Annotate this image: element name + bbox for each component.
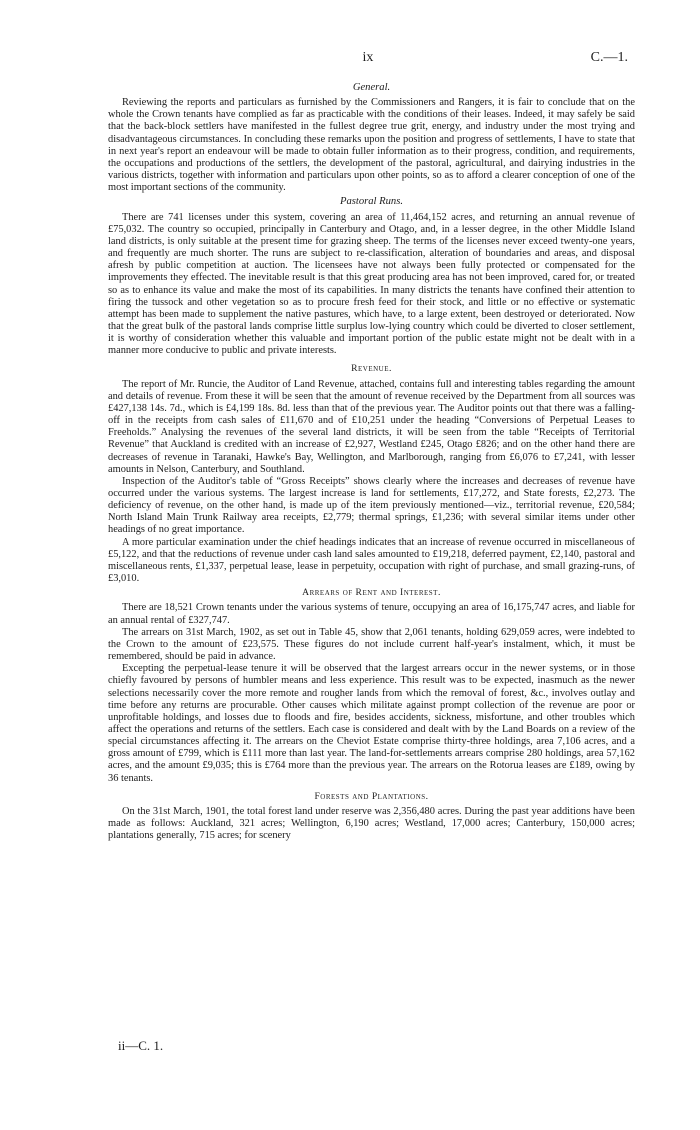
page-footer-signature: ii—C. 1. — [118, 1038, 164, 1053]
document-reference: C.—1. — [590, 50, 628, 65]
paragraph: Reviewing the reports and particulars as furnished by the Commissioners and Rangers, it is fair to conclude that on the whole the Crown tenants have complied as far as practicable with the conditions of their leases. Indeed, it may safely be said that the back-block settlers have manifested in the fullest degree true grit, energy, and industry under the most trying and disadvantageous circumstances. In concluding these remarks upon the position and progress of settlements, I have to state that in next year's report an endeavour will be made to obtain fuller information as to their progress, condition, and requirements, the occupations and productions of the settlers, the development of the pastoral, agricultural, and dairying industries in the various districts, together with information and particulars upon other points, so as to afford a clearer conception of one of the most important sections of the community. — [108, 97, 635, 194]
section-heading-general: General. — [352, 82, 391, 93]
page-number: ix — [362, 50, 374, 65]
page-header — [108, 50, 628, 70]
paragraph: Inspection of the Auditor's table of “Gross Receipts” shows clearly where the increases and decreases of revenue have occurred under the various systems. The largest increase is land for settlements, £17,272, and State forests, £2,273. The deficiency of revenue, on the other hand, is made up of the item previously mentioned—viz., territorial revenue, £20,584; North Island Main Trunk Railway area receipts, £2,779; thermal springs, £1,236; with several similar items under other headings of no great importance. — [108, 475, 635, 536]
paragraph: The arrears on 31st March, 1902, as set out in Table 45, show that 2,061 tenants, holding 629,059 acres, were indebted to the Crown to the amount of £23,575. These figures do not include current half-year's instalment, which, it must be remembered, should be paid in advance. — [108, 626, 635, 663]
paragraph: The report of Mr. Runcie, the Auditor of Land Revenue, attached, contains full and interesting tables regarding the amount and details of revenue. From these it will be seen that the amount of revenue received by the Department from all sources was £427,138 14s. 7d., which is £4,199 18s. 8d. less than that of the previous year. The Auditor points out that there was a falling-off in the receipts from cash sales of £11,670 and of £10,251 under the heading “Conversions of Perpetual Leases to Freeholds.” Analysing the revenues of the several land districts, it will be seen from the table “Receipts of Territorial Revenue” that Auckland is credited with an increase of £2,927, Westland £245, Otago £826; and on the other hand there are decreases of revenue in Taranaki, Hawke's Bay, Wellington, and Marlborough, ranging from £6,076 to £7,241, with lesser amounts in Nelson, Canterbury, and Southland. — [108, 378, 635, 475]
paragraph: On the 31st March, 1901, the total forest land under reserve was 2,356,480 acres. During the past year additions have been made as follows: Auckland, 321 acres; Wellington, 6,190 acres; Westland, 17,000 acres; Canterbury, 150,000 acres; plantations generally, 715 acres; for scenery — [108, 805, 635, 842]
paragraph: There are 18,521 Crown tenants under the various systems of tenure, occupying an area of 16,175,747 acres, and liable for an annual rental of £327,747. — [108, 602, 635, 626]
body-text — [108, 80, 635, 842]
section-heading-revenue: Revenue. — [351, 363, 392, 375]
section-heading-forests: Forests and Plantations. — [314, 790, 429, 802]
paragraph: Excepting the perpetual-lease tenure it will be observed that the largest arrears occur in the newer systems, or in those chiefly favoured by persons of humbler means and less experience. This result was to be expected, inasmuch as the newer selections necessarily cover the more remote and rougher lands from which the removal of forest, &c., involves outlay and time before any returns are procurable. Other causes which militate against prompt collection of the revenue are poor or unprofitable holdings, and losses due to floods and fire, besides accidents, sickness, misfortune, and other troubles which affect the operations and returns of the settlers. Each case is considered and dealt with by the Land Boards on a review of the special circumstances affecting it. The arrears on the Cheviot Estate comprise thirty-three holdings, area 7,106 acres, and a gross amount of £799, which is £111 more than last year. The land-for-settlements arrears comprise 280 holdings, area 57,162 acres, and the amount £9,035; this is £764 more than the previous year. The arrears on the Rotorua leases are £189, owing by 36 tenants. — [108, 663, 635, 784]
section-heading-pastoral-runs: Pastoral Runs. — [340, 196, 403, 208]
paragraph: A more particular examination under the chief headings indicates that an increase of revenue occurred in miscellaneous of £5,122, and that the reductions of revenue under cash land sales amounted to £19,218, deferred payment, £2,140, pastoral and miscellaneous rents, £1,337, perpetual lease, lease in perpetuity, occupation with right of purchase, and small grazing-runs, of £3,010. — [108, 536, 635, 585]
paragraph: There are 741 licenses under this system, covering an area of 11,464,152 acres, and returning an annual revenue of £75,032. The country so occupied, principally in Canterbury and Otago, and, in a lesser degree, in the other Middle Island land districts, is only suitable at the present time for grazing sheep. The terms of the licenses never exceed twenty-one years, and frequently are much shorter. The runs are subject to re-classification, alteration of boundaries and areas, and disposal afresh by public competition at auction. The licensees have not always been fully protected or compensated for the improvements they effected. The inevitable result is that this great producing area has not been improved, cared for, or treated so as to enhance its value and make the most of its capabilities. In many districts the tenants have confined their attention to firing the tussock and other vegetation so as to procure fresh feed for their stock, and little or no effective or systematic attempt has been made to supplement the native pastures, which have, to a large extent, been destroyed or deteriorated. Now that the great bulk of the pastoral lands comprise little surplus low-lying country which could be diverted to closer settlement, it is worthy of consideration whether this valuable and important portion of the public estate might not be dealt with in a manner more conducive to public and private interests. — [108, 211, 635, 357]
section-heading-arrears: Arrears of Rent and Interest. — [302, 587, 441, 599]
